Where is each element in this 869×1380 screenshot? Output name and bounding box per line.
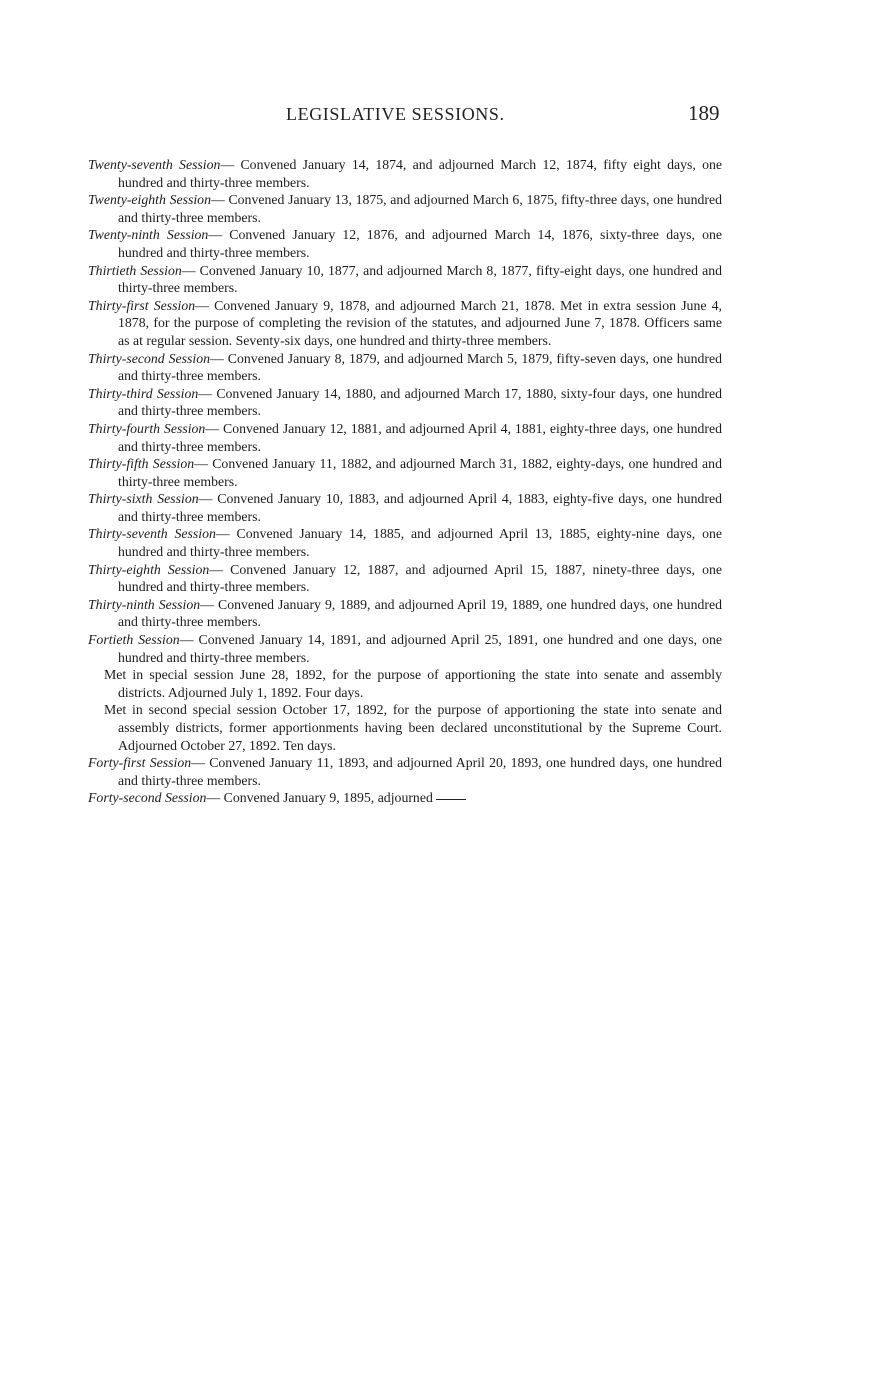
- session-entry: [88, 420, 722, 455]
- page-number: 189: [688, 101, 720, 125]
- session-name: Thirty-third Session: [88, 385, 199, 401]
- session-entry: [88, 561, 722, 596]
- session-details: — Convened January 14, 1874, and adjourned March 12, 1874, fifty eight days, one hundred and thirty-three members.: [118, 157, 722, 190]
- session-name: Twenty-seventh Session: [88, 157, 221, 172]
- session-entry: [88, 191, 722, 226]
- session-entry: [88, 350, 722, 385]
- session-name: Thirty-ninth Session: [88, 596, 201, 612]
- session-details: — Convened January 12, 1876, and adjourned March 14, 1876, sixty-three days, one hundred and thirty-three members.: [118, 227, 722, 260]
- session-details: — Convened January 9, 1878, and adjourned March 21, 1878. Met in extra session June 4, 1878, for the purpose of completing the revision of the statutes, and adjourned June 7, 1878. Officers same as at regular session. Seventy-six days, one hundred and thirty-three members.: [118, 297, 722, 348]
- session-entry: [88, 226, 722, 261]
- special-session-note: Met in special session June 28, 1892, for the purpose of apportioning the state into senate and assembly districts. Adjourned July 1, 1892. Four days.: [104, 667, 722, 700]
- session-name: Fortieth Session: [88, 632, 180, 648]
- session-details: — Convened January 10, 1877, and adjourned March 8, 1877, fifty-eight days, one hundred and thirty-three members.: [118, 262, 722, 296]
- session-name: Twenty-eighth Session: [88, 192, 211, 208]
- session-name: Twenty-ninth Session: [88, 227, 209, 243]
- session-entry: [88, 490, 722, 525]
- session-entry: [88, 631, 722, 666]
- session-name: Forty-second Session: [88, 790, 207, 806]
- session-name: Thirty-fifth Session: [88, 456, 195, 472]
- session-entry: [88, 297, 722, 350]
- running-head: LEGISLATIVE SESSIONS.: [286, 104, 505, 124]
- session-details: — Convened January 14, 1891, and adjourned April 25, 1891, one hundred and one days, one hundred and thirty-three members.: [118, 632, 723, 665]
- session-details: — Convened January 11, 1893, and adjourned April 20, 1893, one hundred days, one hundred and thirty-three members.: [118, 755, 722, 788]
- session-entry: [88, 455, 722, 490]
- session-list: [88, 156, 722, 807]
- session-details: — Convened January 11, 1882, and adjourned March 31, 1882, eighty-days, one hundred and thirty-three members.: [118, 456, 722, 489]
- session-entry: [88, 789, 722, 807]
- session-name: Thirty-first Session: [88, 297, 196, 313]
- session-name: Thirty-sixth Session: [88, 491, 199, 507]
- session-name: Forty-first Session: [88, 755, 192, 771]
- session-entry: [88, 754, 722, 789]
- session-name: Thirty-eighth Session: [88, 561, 210, 577]
- session-name: Thirty-second Session: [88, 350, 211, 366]
- session-name: Thirtieth Session: [88, 262, 182, 278]
- session-name: Thirty-seventh Session: [88, 526, 216, 542]
- session-details: — Convened January 9, 1889, and adjourned April 19, 1889, one hundred days, one hundred and thirty-three members.: [118, 596, 722, 630]
- page-header: [0, 101, 869, 134]
- special-session-note: Met in second special session October 17, 1892, for the purpose of apportioning the state into senate and assembly districts, former apportionments having been declared unconstitutional by the Supreme Court. Adjourned October 27, 1892. Ten days.: [104, 702, 722, 753]
- session-entry: [88, 156, 722, 191]
- blank-dash-rule: [436, 799, 466, 800]
- session-name: Thirty-fourth Session: [88, 420, 206, 436]
- session-entry: [88, 262, 722, 297]
- session-entry: [88, 385, 722, 420]
- session-details: — Convened January 14, 1885, and adjourned April 13, 1885, eighty-nine days, one hundred and thirty-three members.: [118, 526, 722, 560]
- session-details: — Convened January 13, 1875, and adjourned March 6, 1875, fifty-three days, one hundred and thirty-three members.: [118, 192, 722, 225]
- session-entry: [88, 525, 722, 560]
- session-details: — Convened January 9, 1895, adjourned: [206, 790, 433, 806]
- session-details: — Convened January 12, 1887, and adjourned April 15, 1887, ninety-three days, one hundred and thirty-three members.: [118, 561, 722, 595]
- session-details: — Convened January 10, 1883, and adjourned April 4, 1883, eighty-five days, one hundred and thirty-three members.: [118, 491, 722, 524]
- session-details: — Convened January 8, 1879, and adjourned March 5, 1879, fifty-seven days, one hundred and thirty-three members.: [118, 350, 722, 384]
- session-details: — Convened January 14, 1880, and adjourned March 17, 1880, sixty-four days, one hundred and thirty-three members.: [118, 385, 722, 419]
- session-entry: [88, 596, 722, 631]
- session-details: — Convened January 12, 1881, and adjourned April 4, 1881, eighty-three days, one hundred and thirty-three members.: [118, 420, 722, 454]
